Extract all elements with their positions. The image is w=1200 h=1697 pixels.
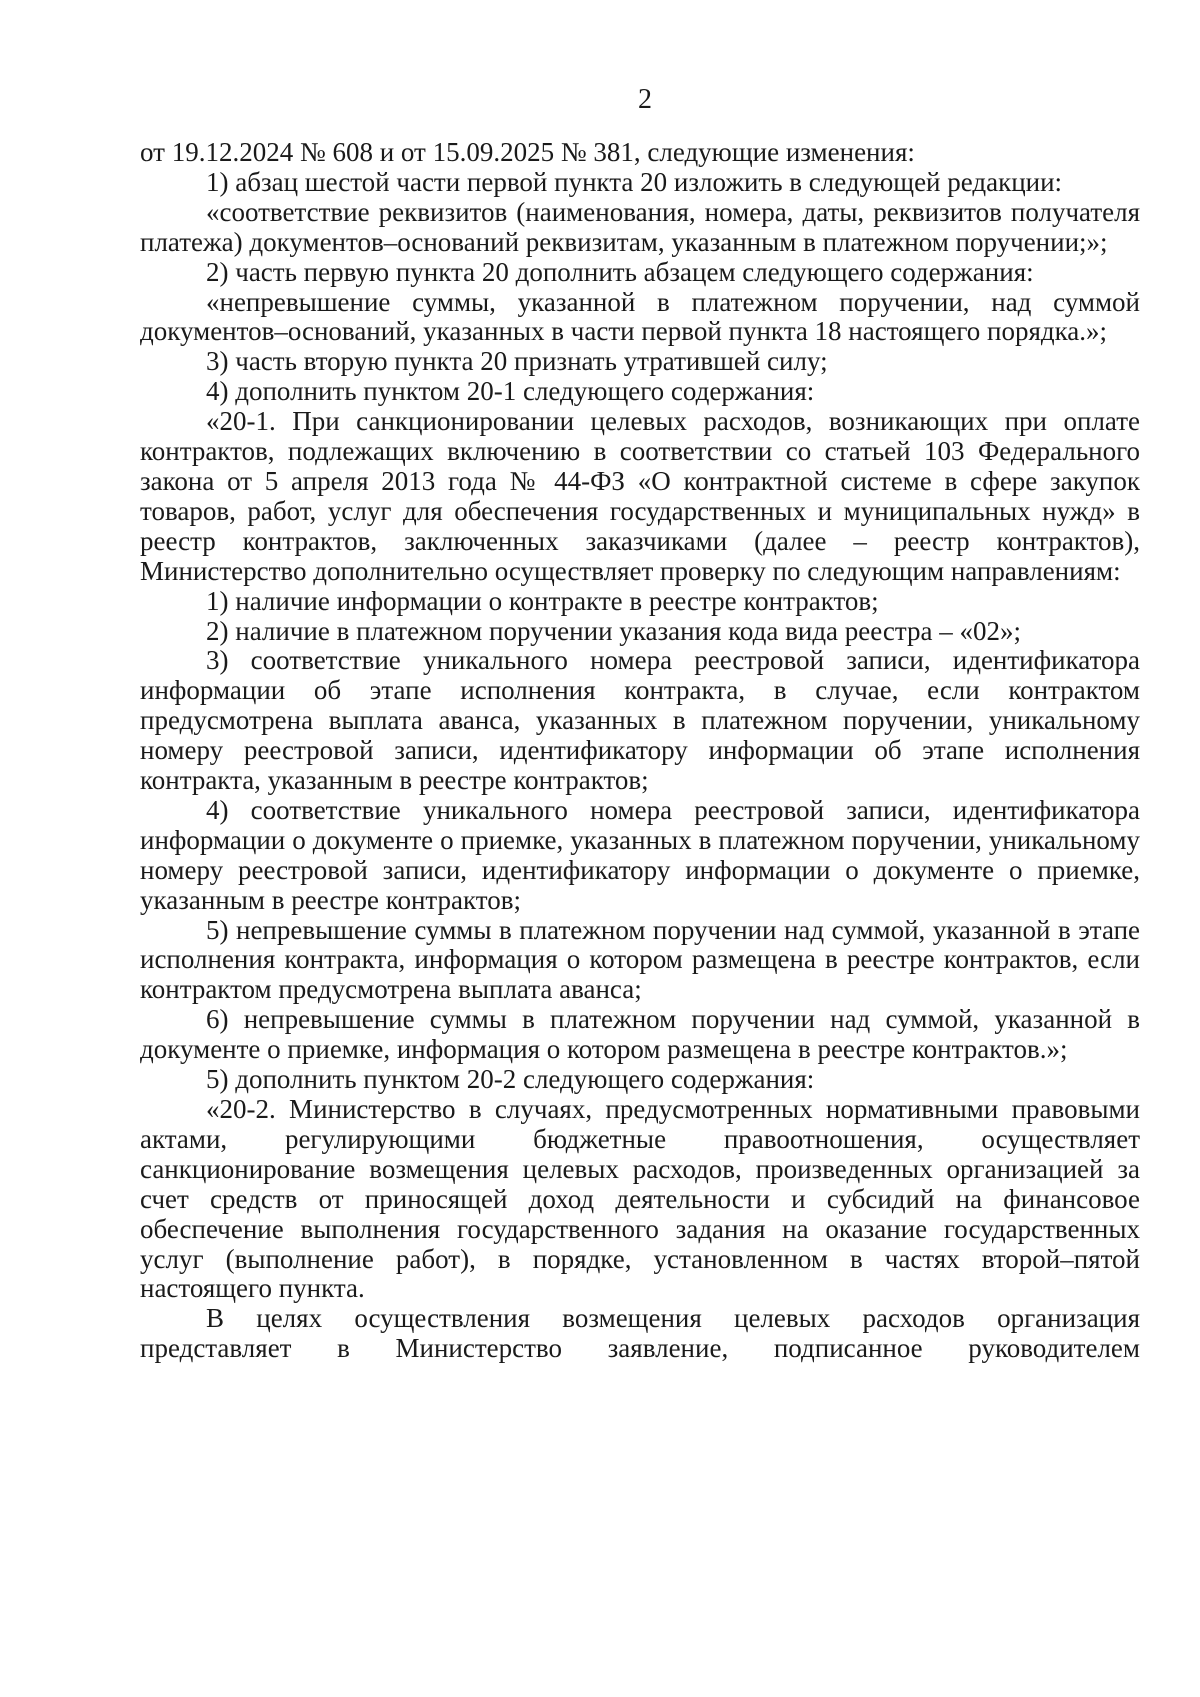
paragraph-clause-20-1: «20-1. При санкционировании целевых расходов, возникающих при оплате контрактов, подлежащих включению в соответствии со статьей 103 Федерального закона от 5 апреля 2013 года № 44-ФЗ «О контрактной системе в сфере закупок товаров, работ, услуг для обеспечения государственных и муниципальных нужд» в реестр контрактов, заключенных заказчиками (далее – реестр контрактов), Министерство дополнительно осуществляет проверку по следующим направлениям: (140, 406, 1140, 586)
paragraph-clause-20-2: «20-2. Министерство в случаях, предусмотренных нормативными правовыми актами, регулирующими бюджетные правоотношения, осуществляет санкционирование возмещения целевых расходов, произведенных организацией за счет средств от приносящей доход деятельности и субсидий на финансовое обеспечение выполнения государственного задания на оказание государственных услуг (выполнение работ), в порядке, установленном в частях второй–пятой настоящего пункта. (140, 1094, 1140, 1304)
paragraph-quote-2: «непревышение суммы, указанной в платежном поручении, над суммой документов–оснований, указанных в части первой пункта 18 настоящего порядка.»; (140, 286, 1140, 347)
paragraph-item-3: 3) часть вторую пункта 20 признать утратившей силу; (206, 346, 828, 377)
paragraph-final: В целях осуществления возмещения целевых расходов организация представляет в Министерство заявление, подписанное руководителем (140, 1303, 1140, 1364)
paragraph-item-2: 2) часть первую пункта 20 дополнить абзацем следующего содержания: (206, 256, 1034, 287)
page-number: 2 (638, 84, 652, 115)
paragraph-check-5: 5) непревышение суммы в платежном поручении над суммой, указанной в этапе исполнения контракта, информация о котором размещена в реестре контрактов, если контрактом предусмотрена выплата аванса; (140, 914, 1140, 1005)
paragraph-check-6: 6) непревышение суммы в платежном поручении над суммой, указанной в документе о приемке, информация о котором размещена в реестре контрактов.»; (140, 1004, 1140, 1065)
paragraph-check-2: 2) наличие в платежном поручении указания кода вида реестра – «02»; (206, 615, 1022, 646)
paragraph-check-1: 1) наличие информации о контракте в реестре контрактов; (206, 585, 879, 616)
paragraph-check-4: 4) соответствие уникального номера реестровой записи, идентификатора информации о документе о приемке, указанных в платежном поручении, уникальному номеру реестровой записи, идентификатору информации о документе о приемке, указанным в реестре контрактов; (140, 794, 1140, 915)
paragraph-item-4: 4) дополнить пунктом 20-1 следующего содержания: (206, 376, 815, 407)
paragraph-item-1: 1) абзац шестой части первой пункта 20 изложить в следующей редакции: (206, 166, 1063, 197)
paragraph-intro: от 19.12.2024 № 608 и от 15.09.2025 № 381, следующие изменения: (140, 137, 915, 167)
paragraph-check-3: 3) соответствие уникального номера реестровой записи, идентификатора информации об этапе исполнения контракта, в случае, если контрактом предусмотрена выплата аванса, указанных в платежном поручении, уникальному номеру реестровой записи, идентификатору информации об этапе исполнения контракта, указанным в реестре контрактов; (140, 645, 1140, 796)
paragraph-item-5: 5) дополнить пунктом 20-2 следующего содержания: (206, 1064, 815, 1095)
document-body (140, 138, 1140, 1364)
paragraph-quote-1: «соответствие реквизитов (наименования, номера, даты, реквизитов получателя платежа) документов–оснований реквизитам, указанным в платежном поручении;»; (140, 196, 1140, 257)
